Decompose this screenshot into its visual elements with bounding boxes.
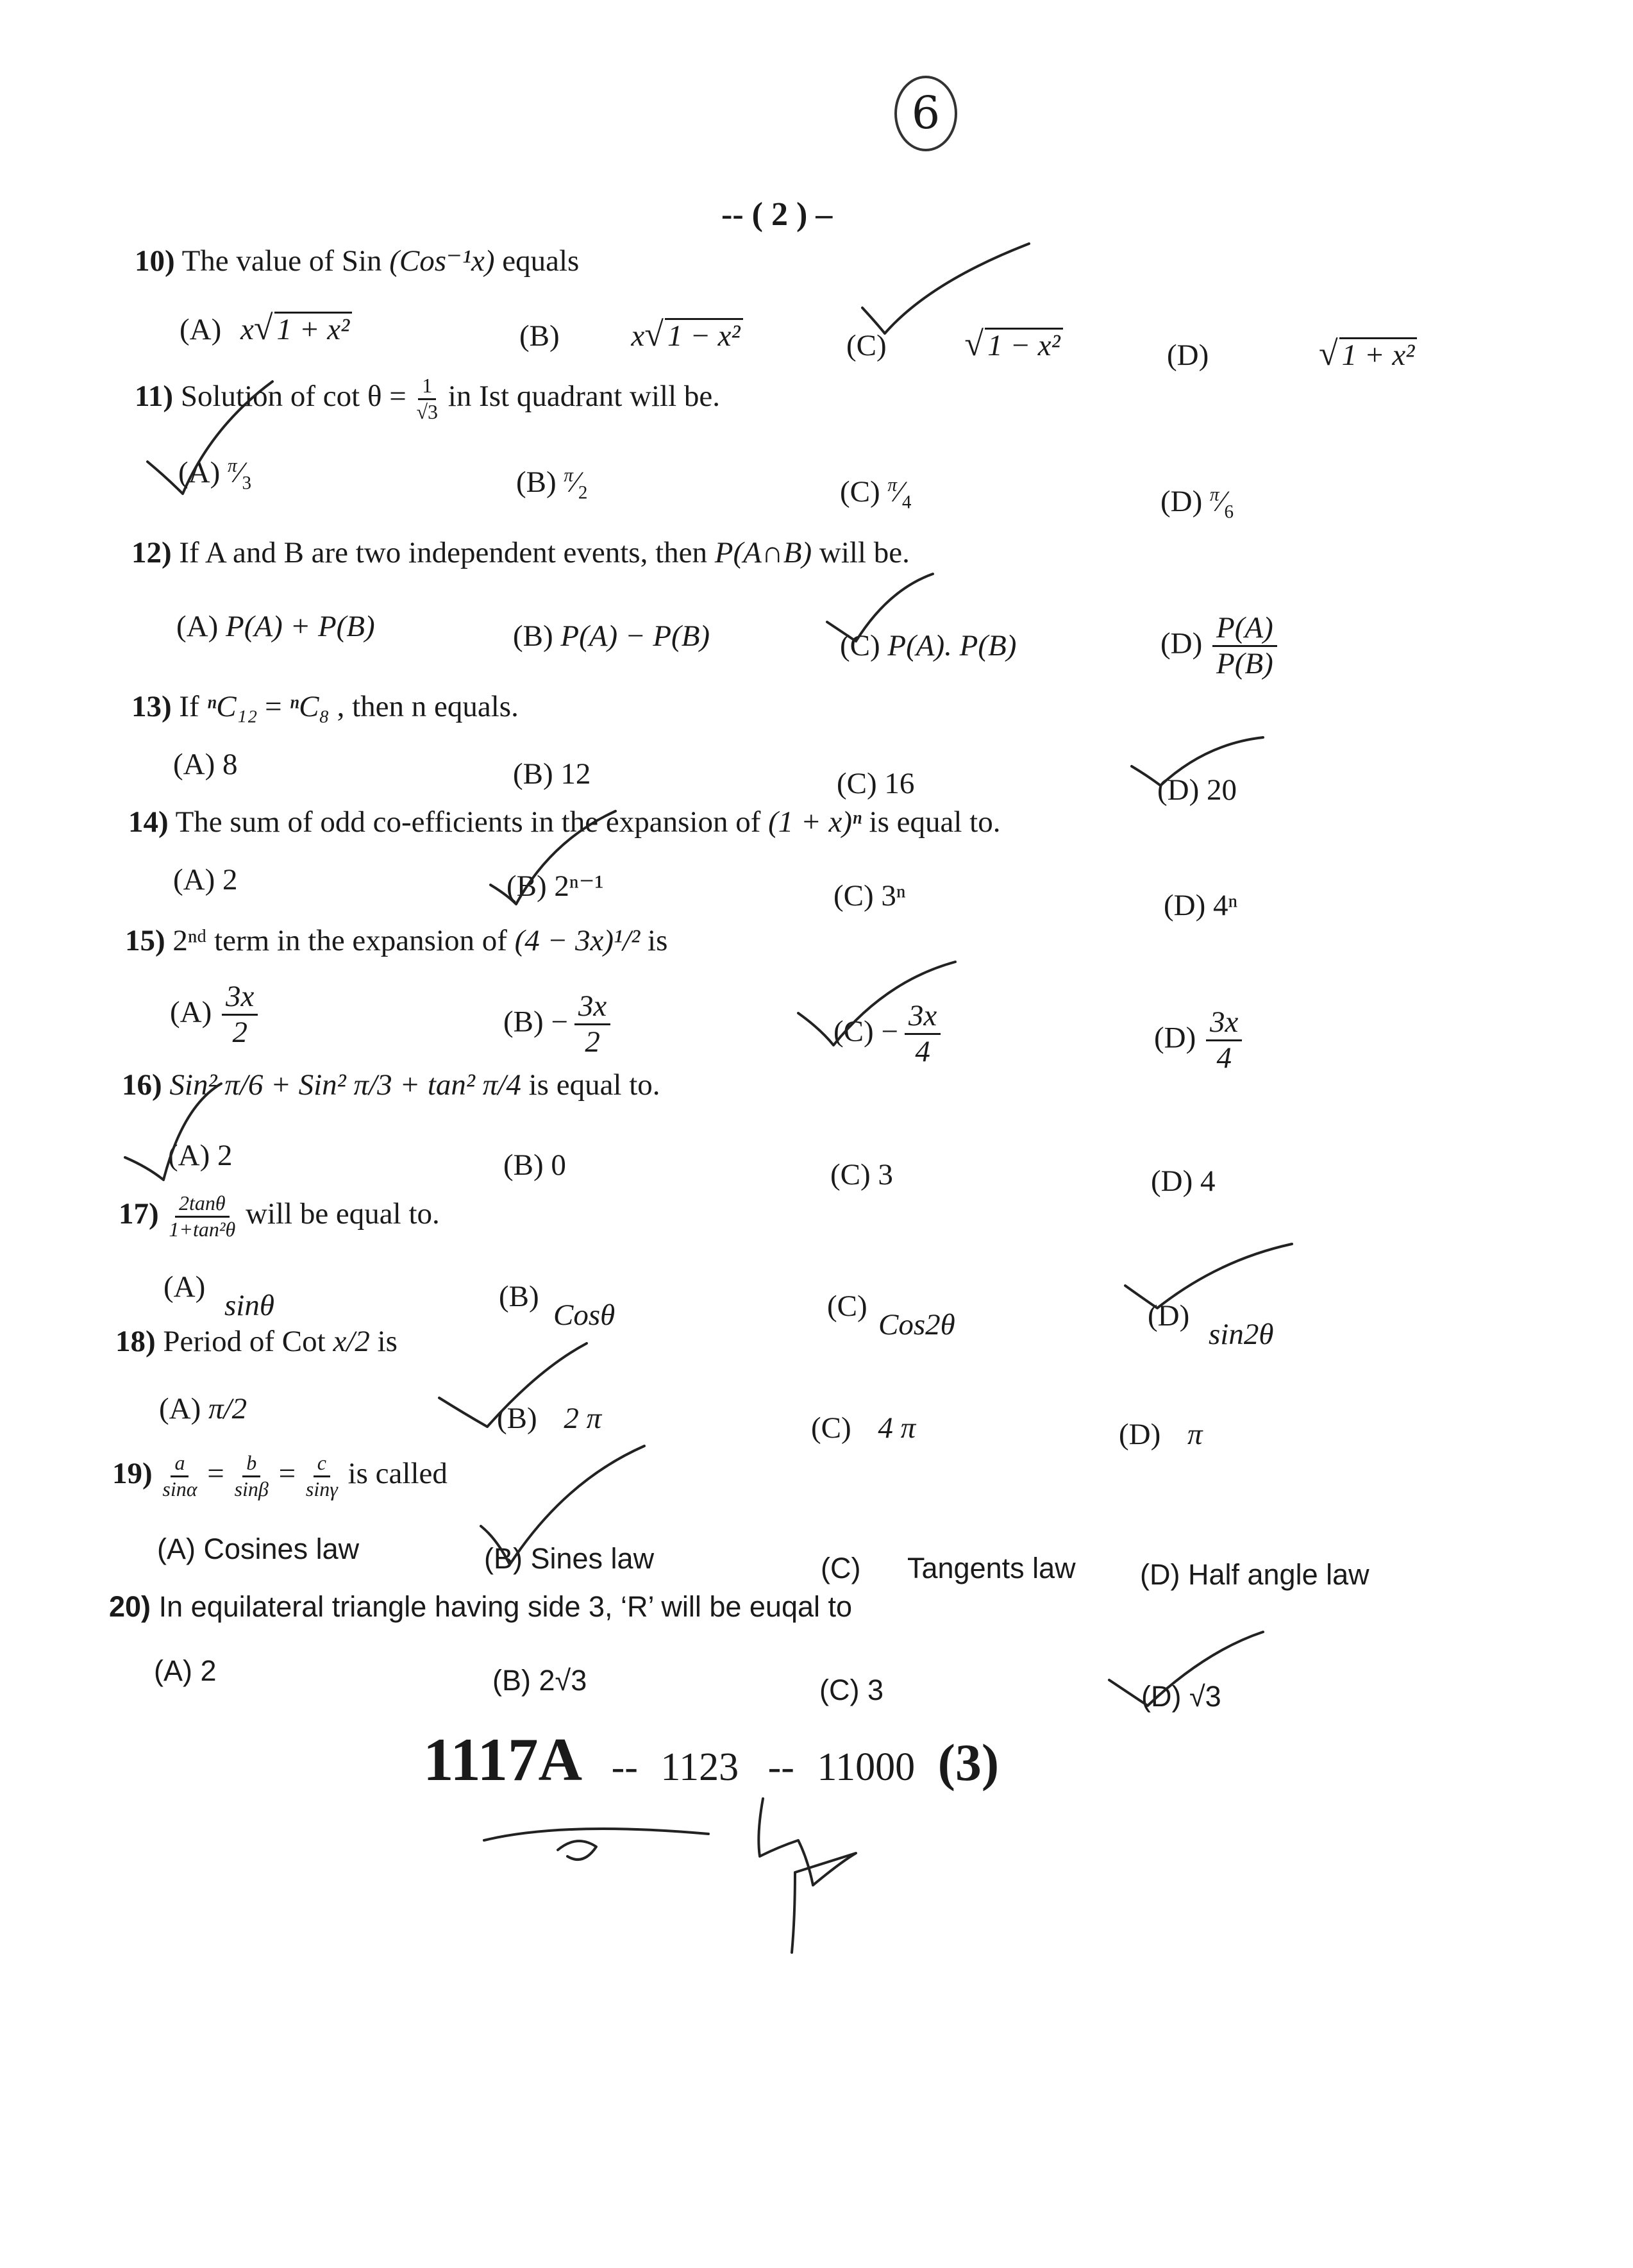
signature-stroke: [484, 1829, 708, 1840]
q12-option-c[interactable]: (C) P(A). P(B): [840, 629, 1017, 662]
q16-option-d[interactable]: (D) 4: [1151, 1164, 1216, 1198]
q14-option-c[interactable]: (C) 3ⁿ: [833, 879, 906, 912]
tick-mark-icon: [147, 382, 272, 494]
q16-option-c[interactable]: (C) 3: [830, 1158, 893, 1191]
q18-option-b[interactable]: (B) 2 π: [497, 1402, 602, 1435]
question-19: 19) $\frac{a}{\sin\alpha}$ = $\frac{b}{\sin\beta}$ = $\frac{c}{\sin\gamma}$ is called: [112, 1451, 448, 1500]
q15-option-b[interactable]: (B) − $\frac{3x}{2}$: [503, 991, 613, 1059]
question-14: 14) The sum of odd co-efficients in the expansion of (1 + x)ⁿ is equal to.: [128, 805, 1001, 839]
q15-option-a[interactable]: (A) $\frac{3x}{2}$: [170, 981, 260, 1049]
q11-option-d[interactable]: (D) $^\pi⁄_6$: [1160, 484, 1234, 523]
q14-option-d[interactable]: (D) 4ⁿ: [1164, 889, 1238, 922]
q12-option-b[interactable]: (B) P(A) − P(B): [513, 619, 710, 653]
q17-option-d[interactable]: (D) sin2θ: [1148, 1299, 1274, 1352]
q20-option-a[interactable]: (A) 2: [154, 1654, 217, 1687]
tick-mark-icon: [439, 1343, 587, 1427]
question-13: 13) If ⁿC₁₂ = ⁿC₈ , then n equals.: [131, 690, 519, 723]
question-18: 18) Period of Cot x/2 is: [115, 1325, 398, 1358]
q19-option-a[interactable]: (A) Cosines law: [157, 1533, 360, 1565]
signature-stroke: [758, 1799, 856, 1953]
q12-option-d[interactable]: (D) $\frac{P(A)}{P(B)}$: [1160, 612, 1280, 680]
question-15: 15) 2ⁿᵈ term in the expansion of (4 − 3x)¹/² is: [125, 924, 668, 957]
q19-option-b[interactable]: (B) Sines law: [484, 1542, 655, 1575]
tick-mark-icon: [481, 1446, 644, 1565]
exam-code-footer: 1117A -- 1123 -- 11000 (3): [423, 1726, 1000, 1793]
q19-option-c[interactable]: (C) Tangents law: [821, 1552, 1076, 1584]
q13-option-d[interactable]: (D) 20: [1157, 773, 1237, 807]
page-header: -- ( 2 ) –: [721, 196, 833, 233]
question-11: 11) Solution of cot θ = $\frac{1}{√3}$ in Ist quadrant will be.: [135, 374, 720, 423]
question-17: 17) $\frac{2\tan\theta}{\text{1+tan²θ}}$ will be equal to.: [119, 1191, 440, 1241]
q10-option-b[interactable]: (B) x√ 1 − x²: [519, 314, 743, 354]
tick-mark-icon: [798, 962, 955, 1045]
q19-option-d[interactable]: (D) Half angle law: [1140, 1558, 1369, 1591]
q16-option-a[interactable]: (A) 2: [168, 1139, 233, 1172]
signature-stroke: [558, 1841, 596, 1860]
q17-option-c[interactable]: (C) Cos2θ: [827, 1289, 955, 1342]
tick-mark-icon: [1109, 1632, 1263, 1706]
tick-mark-icon: [1132, 737, 1263, 785]
q14-option-b[interactable]: (B) 2ⁿ⁻¹: [507, 869, 604, 903]
q20-option-c[interactable]: (C) 3: [819, 1674, 883, 1706]
q17-option-b[interactable]: (B) Cosθ: [499, 1280, 616, 1332]
question-16: 16) Sin² π/6 + Sin² π/3 + tan² π/4 is equal to.: [122, 1068, 660, 1102]
q10-option-c[interactable]: (C) √ 1 − x²: [846, 324, 1063, 364]
tick-mark-icon: [125, 1084, 221, 1180]
question-12: 12) If A and B are two independent events, then P(A∩B) will be.: [131, 536, 910, 569]
q10-option-a[interactable]: (A) x√ 1 + x²: [180, 308, 352, 348]
q20-option-b[interactable]: (B) 2√3: [492, 1664, 587, 1697]
page-marker-number: 6: [911, 87, 941, 139]
q11-option-b[interactable]: (B) $^\pi⁄_2$: [516, 465, 588, 503]
q17-option-a[interactable]: (A) sinθ: [163, 1270, 274, 1323]
q18-option-d[interactable]: (D) π: [1119, 1418, 1203, 1451]
question-10: 10) The value of Sin (Cos⁻¹x) equals: [135, 244, 580, 278]
tick-mark-icon: [1125, 1244, 1292, 1308]
tick-mark-icon: [827, 574, 933, 641]
q13-option-b[interactable]: (B) 12: [513, 757, 591, 791]
q18-option-a[interactable]: (A) π/2: [159, 1392, 247, 1425]
q20-option-d[interactable]: (D) √3: [1141, 1680, 1221, 1713]
q11-option-c[interactable]: (C) $^\pi⁄_4$: [840, 475, 912, 513]
q13-option-a[interactable]: (A) 8: [173, 748, 238, 781]
tick-mark-icon: [862, 244, 1029, 333]
q16-option-b[interactable]: (B) 0: [503, 1148, 566, 1182]
q12-option-a[interactable]: (A) P(A) + P(B): [176, 610, 375, 643]
q10-option-d[interactable]: (D) √ 1 + x²: [1167, 333, 1417, 373]
q15-option-d[interactable]: (D) $\frac{3x}{4}$: [1154, 1007, 1244, 1075]
question-20: 20) In equilateral triangle having side 3, ‘R’ will be euqal to: [109, 1590, 853, 1623]
q18-option-c[interactable]: (C) 4 π: [811, 1411, 916, 1445]
q13-option-c[interactable]: (C) 16: [837, 767, 915, 800]
q11-option-a[interactable]: (A) $^\pi⁄_3$: [178, 455, 252, 494]
tick-mark-icon: [490, 811, 616, 904]
q14-option-a[interactable]: (A) 2: [173, 863, 238, 896]
q15-option-c[interactable]: (C) − $\frac{3x}{4}$: [833, 1000, 943, 1068]
